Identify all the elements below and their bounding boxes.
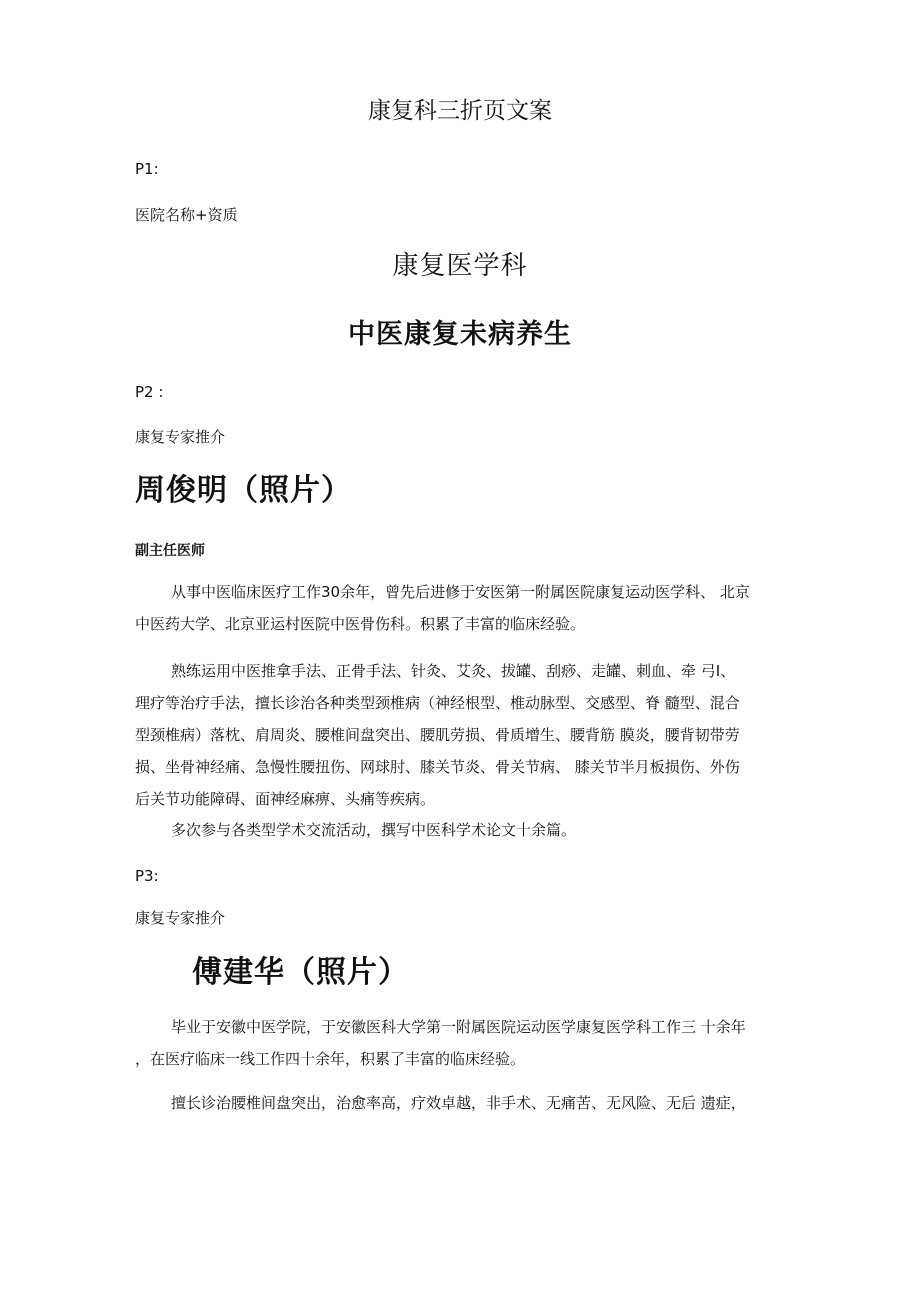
text-line: 毕业于安徽中医学院，于安徽医科大学第一附属医院运动医学康复医学科工作三 十余年	[171, 1018, 746, 1036]
text-line: 多次参与各类型学术交流活动，撰写中医科学术论文十余篇。	[171, 821, 577, 839]
expert-skills-paragraph	[135, 655, 799, 815]
expert-research-paragraph	[135, 814, 799, 846]
page-label-p3: P3:	[135, 867, 159, 885]
text-line: 熟练运用中医推拿手法、正骨手法、针灸、艾灸、拔罐、刮痧、走罐、刺血、牵 弓I、	[171, 662, 736, 680]
hospital-name-qualification: 医院名称+资质	[135, 206, 238, 224]
department-heading: 康复医学科	[392, 251, 528, 281]
text-line: ，在医疗临床一线工作四十余年，积累了丰富的临床经验。	[135, 1050, 526, 1068]
text-line: 擅长诊治腰椎间盘突出，治愈率高，疗效卓越，非手术、无痛苦、无风险、无后 遗症，	[171, 1094, 746, 1112]
text-line: 型颈椎病）落枕、肩周炎、腰椎间盘突出、腰肌劳损、骨质增生、腰背筋 膜炎，腰背韧带劳	[135, 726, 740, 744]
expert-name-heading: 傅建华（照片）	[192, 955, 409, 990]
expert-bio-paragraph	[135, 1011, 799, 1075]
page-label-p1: P1:	[135, 160, 159, 178]
text-line: 后关节功能障碍、面神经麻痹、头痛等疾病。	[135, 790, 436, 808]
expert-specialty-paragraph	[135, 1087, 799, 1119]
expert-section-label: 康复专家推介	[135, 428, 226, 446]
expert-name-heading: 周俊明（照片）	[135, 473, 352, 508]
expert-bio-paragraph	[135, 576, 799, 640]
text-line: 理疗等治疗手法，擅长诊治各种类型颈椎病（神经根型、椎动脉型、交感型、脊 髓型、混合	[135, 694, 740, 712]
expert-section-label: 康复专家推介	[135, 909, 226, 927]
text-line: 损、坐骨神经痛、急慢性腰扭伤、网球肘、膝关节炎、骨关节病、 膝关节半月板损伤、外伤	[135, 758, 740, 776]
document-title: 康复科三折页文案	[368, 98, 552, 124]
page-label-p2: P2 :	[135, 383, 164, 401]
slogan-heading: 中医康复未病养生	[348, 319, 572, 350]
text-line: 中医药大学、北京亚运村医院中医骨伤科。积累了丰富的临床经验。	[135, 615, 586, 633]
text-line: 从事中医临床医疗工作30余年，曾先后进修于安医第一附属医院康复运动医学科、 北京	[171, 583, 750, 601]
expert-title: 副主任医师	[135, 543, 205, 559]
